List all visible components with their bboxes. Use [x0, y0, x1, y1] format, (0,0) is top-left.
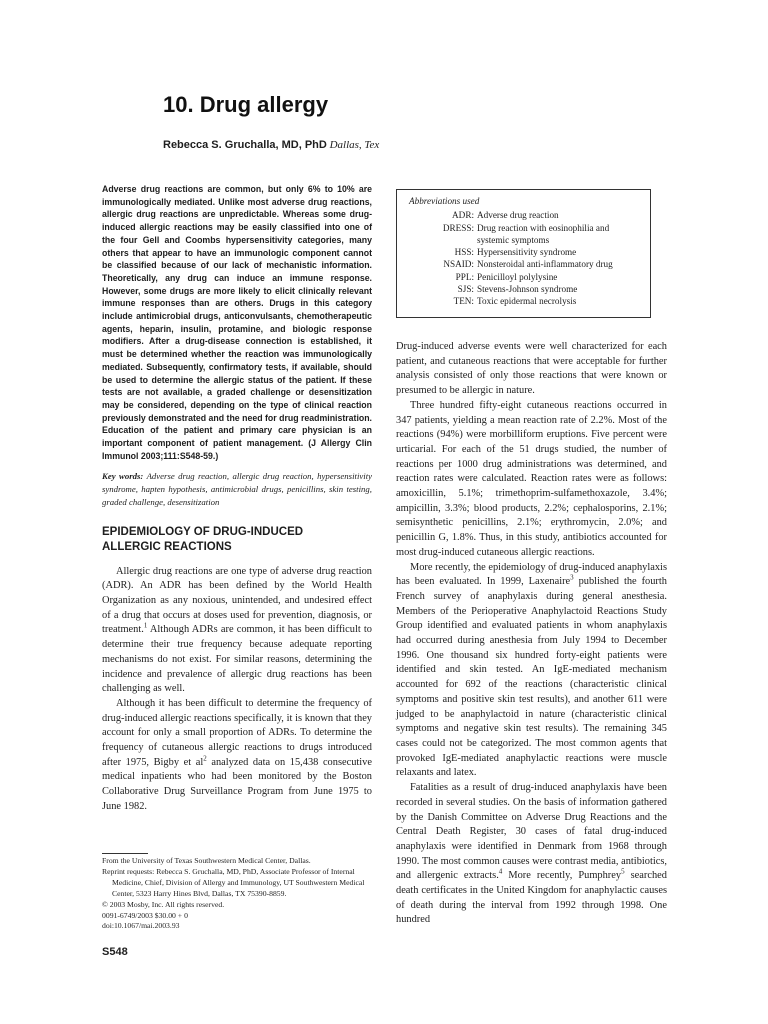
- right-body-text: [396, 340, 667, 928]
- abbreviation-row: [409, 271, 640, 283]
- author-name: Rebecca S. Gruchalla, MD, PhD: [163, 139, 327, 151]
- body-paragraph: Drug-induced adverse events were well characterized for each patient, and cutaneous reactions that were acceptable for further analysis consisted of only those reactions that were known or presumed to be allergic in nature.: [396, 341, 667, 397]
- left-column: [102, 183, 372, 815]
- abbreviation-row: [409, 222, 640, 247]
- keywords-label: Key words:: [102, 471, 144, 482]
- abbreviation-meaning: Adverse drug reaction: [477, 210, 559, 221]
- abbreviation-meaning: Toxic epidermal necrolysis: [477, 296, 577, 307]
- footnote-divider: [102, 853, 148, 854]
- footnote-doi: doi:10.1067/mai.2003.93: [102, 921, 180, 931]
- abbreviation-term: HSS:: [454, 247, 474, 258]
- footnote-copyright: © 2003 Mosby, Inc. All rights reserved.: [102, 899, 225, 909]
- abbreviation-meaning: Drug reaction with eosinophilia and systemic symptoms: [477, 222, 610, 245]
- reference-superscript: 5: [621, 867, 625, 876]
- section-heading: EPIDEMIOLOGY OF DRUG-INDUCED ALLERGIC REACTIONS: [102, 525, 304, 553]
- body-paragraph: Three hundred fifty-eight cutaneous reactions occurred in 347 patients, yielding a mean reaction rate of 2.2%. Most of the reactions (94%) were morbilliform eruptions. Five percent were urticarial. For each of the 51 drugs studied, the number of reactions per 1000 drug administrations was determined, and reaction rates were calculated. Reaction rates were as follows: amoxicillin, 5.1%; trimethoprim-sulfamethoxazole, 3.4%; ampicillin, 3.3%; blood products, 2.2%; cephalosporins, 2.1%; semisynthetic penicillins, 2.1%; erythromycin, 2.0%; and penicillin G, 1.8%. Thus, in this study, antibiotics accounted for most drug-induced cutaneous allergic reactions.: [396, 399, 667, 558]
- byline: [163, 139, 379, 151]
- abbreviation-meaning: Stevens-Johnson syndrome: [477, 284, 578, 295]
- abbreviation-row: [409, 258, 640, 270]
- footnotes: [102, 856, 377, 932]
- abbreviation-term: TEN:: [453, 296, 474, 307]
- reference-superscript: 2: [203, 754, 207, 763]
- footnote-affiliation: From the University of Texas Southwestern Medical Center, Dallas.: [102, 856, 311, 865]
- body-paragraph: More recently, the epidemiology of drug-induced anaphylaxis has been evaluated. In 1999, Laxenaire$^3$ published the fourth French survey of anaphylaxis during general anesthesia. Members of the Perioperative Anaphylactoid Reactions Study Group identified and evaluated patients in whom anaphylaxis had occurred during anesthesia from July 1994 to December 1996. One thousand six hundred forty-eight patients were identified and skin tested. An IgE-mediated mechanism accounted for 692 of the reactions (characteristic clinical symptoms and positive skin test results), and another 611 were judged to be anaphylactoid in nature (characteristic clinical symptoms and negative skin test results). The remaining 345 cases could not be categorized. The most common agents that provoked IgE-mediated anaphylactic reactions were muscle relaxants and latex.: [396, 561, 667, 779]
- abbreviation-row: [409, 295, 640, 307]
- footnote-code: 0091-6749/2003 $30.00 + 0: [102, 910, 188, 920]
- reference-superscript: 4: [498, 867, 503, 876]
- reference-superscript: 1: [143, 621, 148, 630]
- body-paragraph: Allergic drug reactions are one type of adverse drug reaction (ADR). An ADR has been defined by the World Health Organization as any noxious, unintended, and undesired effect of a drug that occurs at doses used for prevention, diagnosis, or treatment.$^1$ Although ADRs are common, it has been difficult to determine their true frequency because adequate reporting mechanisms do not exist. For similar reasons, determining the incidence and prevalence of allergic drug reactions has been challenging as well.: [102, 565, 372, 695]
- abbreviation-meaning: Nonsteroidal anti-inflammatory drug: [477, 259, 613, 270]
- abbreviation-term: PPL:: [455, 271, 474, 282]
- abbreviation-term: SJS:: [457, 284, 474, 295]
- keywords: [102, 470, 372, 508]
- abbreviation-term: ADR:: [452, 210, 474, 221]
- abbreviation-row: [409, 283, 640, 295]
- page-number: S548: [102, 946, 128, 958]
- abbreviations-caption: Abbreviations used: [409, 196, 480, 206]
- abbreviations-box: [396, 189, 651, 318]
- article-title: 10. Drug allergy: [163, 92, 329, 117]
- abbreviation-meaning: Hypersensitivity syndrome: [477, 247, 577, 258]
- author-affiliation: Dallas, Tex: [329, 139, 380, 151]
- right-column: [396, 189, 667, 928]
- abbreviation-meaning: Penicilloyl polylysine: [477, 271, 558, 282]
- abbreviation-row: [409, 246, 640, 258]
- body-paragraph: Although it has been difficult to determine the frequency of drug-induced allergic reactions specifically, it is known that they account for only a small proportion of ADRs. To determine the frequency of cutaneous allergic reactions to drugs introduced after 1975, Bigby et $al^2$ analyzed data on 15,438 consecutive medical inpatients who had been monitored by the Boston Collaborative Drug Surveillance Program from June 1975 to June 1982.: [102, 697, 372, 812]
- abbreviation-term: NSAID:: [443, 259, 474, 270]
- abbreviation-term: DRESS:: [442, 222, 474, 233]
- footnote-reprints: Reprint requests: Rebecca S. Gruchalla, MD, PhD, Associate Professor of Internal Medicine, Chief, Division of Allergy and Immunology, UT Southwestern Medical Center, 5323 Harry Hines Blvd, Dallas, TX 75390-8859.: [102, 866, 365, 898]
- keywords-text: Adverse drug reaction, allergic drug reaction, hypersensitivity syndrome, hapten hypothesis, antimicrobial drugs, penicillins, skin testing, graded challenge, desensitization: [102, 471, 373, 507]
- reference-superscript: 3: [570, 573, 574, 582]
- abstract: Adverse drug reactions are common, but only 6% to 10% are immunologically mediated. Unlike most adverse drug reactions, allergic drug reactions are unpredictable. Whereas some drug-induced allergic reactions may be easily classified into one of the four Gell and Coombs hypersensitivity categories, many others that appear to have an immunologic component cannot be classified because of our lack of mechanistic information. Theoretically, any drug can induce an immune response. However, some drugs are more likely to elicit clinically relevant immune responses than are others. Drugs in this category include antimicrobial drugs, anticonvulsants, chemotherapeutic agents, heparin, insulin, protamine, and biologic response modifiers. After a drug-disease connection is established, it must be determined whether the reaction was immunologically mediated. Subsequently, confirmatory tests, if available, should be used to determine the allergic status of the patient. If these tests are not available, a graded challenge or desensitization may be considered, depending on the type of clinical reaction previously demonstrated and the need for drug readministration. Education of the patient and primary care physician is an important component of patient management. (J Allergy Clin Immunol 2003;111:S548-59.): [102, 184, 372, 461]
- abbreviation-row: [409, 209, 640, 221]
- body-paragraph: Fatalities as a result of drug-induced anaphylaxis have been recorded in several studies. On the basis of information gathered by the Danish Committee on Adverse Drug Reactions and the Central Death Register, 30 cases of fatal drug-induced anaphylaxis were identified in Denmark from 1968 through 1990. The most common causes were contrast media, antibiotics, and allergenic extracts.$^4$ More recently, Pumphrey$^5$ searched death certificates in the United Kingdom for anaphylactic causes of death during the interval from 1992 through 1998. One hundred: [396, 782, 667, 926]
